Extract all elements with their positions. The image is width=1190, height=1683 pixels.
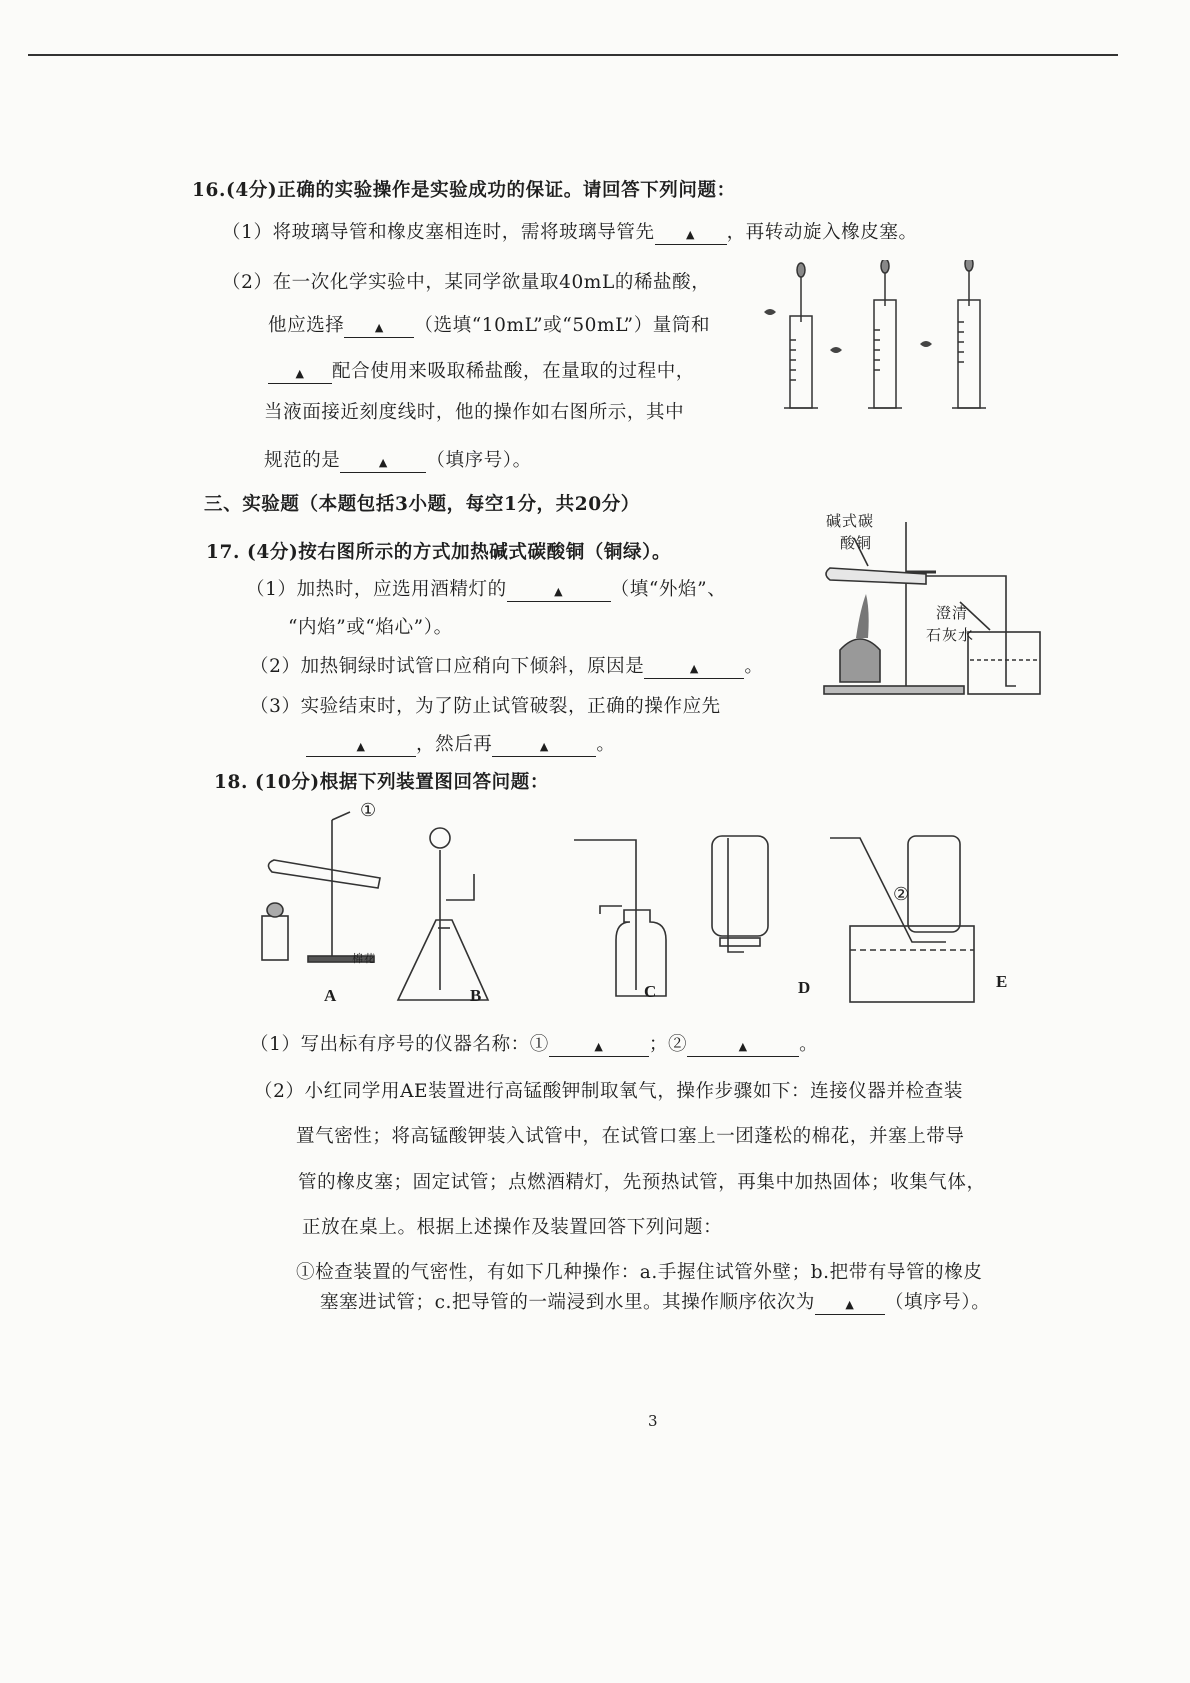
q18-sub1-line2: 塞塞进试管；c.把导管的一端浸到水里。其操作顺序依次为 ▲ （填序号）。 <box>320 1292 991 1313</box>
fig-label-limewater-2: 石灰水 <box>926 626 975 644</box>
q18-title: 18. (10分)根据下列装置图回答问题： <box>214 772 549 793</box>
q17-part3-cont: ▲ ，然后再 ▲ 。 <box>306 730 616 757</box>
cylinder-reading-figure <box>760 260 1010 420</box>
q17-part1-cont: “内焰”或“焰心”）。 <box>288 617 453 638</box>
answer-blank[interactable]: ▲ <box>306 736 416 757</box>
q18-part2-line1: （2）小红同学用AE装置进行高锰酸钾制取氧气，操作步骤如下：连接仪器并检查装 <box>254 1081 963 1102</box>
page-number: 3 <box>648 1412 658 1430</box>
answer-blank[interactable]: ▲ <box>644 658 744 679</box>
answer-blank[interactable]: ▲ <box>492 736 596 757</box>
answer-blank[interactable]: ▲ <box>340 452 426 473</box>
q18-part1: （1）写出标有序号的仪器名称：① ▲ ；② ▲ 。 <box>250 1034 819 1055</box>
label-A: A <box>324 986 337 1005</box>
q16-title: 16.(4分)正确的实验操作是实验成功的保证。请回答下列问题： <box>192 180 736 201</box>
answer-blank[interactable]: ▲ <box>507 581 611 602</box>
q16-part2-line5: 规范的是 ▲ （填序号）。 <box>264 450 532 471</box>
fig-label-limewater-1: 澄清 <box>936 604 969 622</box>
label-B: B <box>470 986 482 1005</box>
q16-part2-line1: （2）在一次化学实验中，某同学欲量取40mL的稀盐酸， <box>222 272 711 293</box>
q17-part1: （1）加热时，应选用酒精灯的 ▲ （填“外焰”、 <box>246 579 727 600</box>
q16-part2-line4: 当液面接近刻度线时，他的操作如右图所示，其中 <box>264 402 685 423</box>
answer-blank[interactable]: ▲ <box>655 224 727 245</box>
q16-part1: （1）将玻璃导管和橡皮塞相连时，需将玻璃导管先 ▲ ，再转动旋入橡皮塞。 <box>222 222 918 243</box>
answer-blank[interactable]: ▲ <box>687 1036 799 1057</box>
answer-blank[interactable]: ▲ <box>268 363 332 384</box>
q18-sub1-line1: ①检查装置的气密性，有如下几种操作：a.手握住试管外壁；b.把带有导管的橡皮 <box>296 1262 983 1283</box>
answer-blank[interactable]: ▲ <box>344 317 414 338</box>
fig-label-copper-carbonate-1: 碱式碳 <box>826 512 875 530</box>
header-rule <box>28 54 1118 56</box>
marker-1: ① <box>360 800 378 821</box>
answer-blank[interactable]: ▲ <box>549 1036 649 1057</box>
heating-apparatus-figure <box>810 510 1050 700</box>
cotton-label: 棉花 <box>352 952 376 965</box>
q18-part2-line4: 正放在桌上。根据上述操作及装置回答下列问题： <box>302 1217 723 1238</box>
label-C: C <box>644 982 657 1001</box>
q17-part3: （3）实验结束时，为了防止试管破裂，正确的操作应先 <box>250 696 721 717</box>
q16-part2-line2: 他应选择 ▲ （选填“10mL”或“50mL”）量筒和 <box>268 315 711 336</box>
label-D: D <box>798 978 811 997</box>
marker-2: ② <box>893 884 911 905</box>
q17-title: 17. (4分)按右图所示的方式加热碱式碳酸铜（铜绿）。 <box>206 542 672 563</box>
q18-part2-line2: 置气密性；将高锰酸钾装入试管中，在试管口塞上一团蓬松的棉花，并塞上带导 <box>296 1126 965 1147</box>
label-E: E <box>996 972 1008 991</box>
q16-part2-line3: ▲ 配合使用来吸取稀盐酸，在量取的过程中， <box>268 357 695 384</box>
section3-heading: 三、实验题（本题包括3小题，每空1分，共20分） <box>204 494 640 515</box>
q17-part2: （2）加热铜绿时试管口应稍向下倾斜，原因是 ▲ 。 <box>250 656 764 677</box>
answer-blank[interactable]: ▲ <box>815 1294 885 1315</box>
fig-label-copper-carbonate-2: 酸铜 <box>840 534 873 552</box>
q18-part2-line3: 管的橡皮塞；固定试管；点燃酒精灯，先预热试管，再集中加热固体；收集气体， <box>298 1172 986 1193</box>
